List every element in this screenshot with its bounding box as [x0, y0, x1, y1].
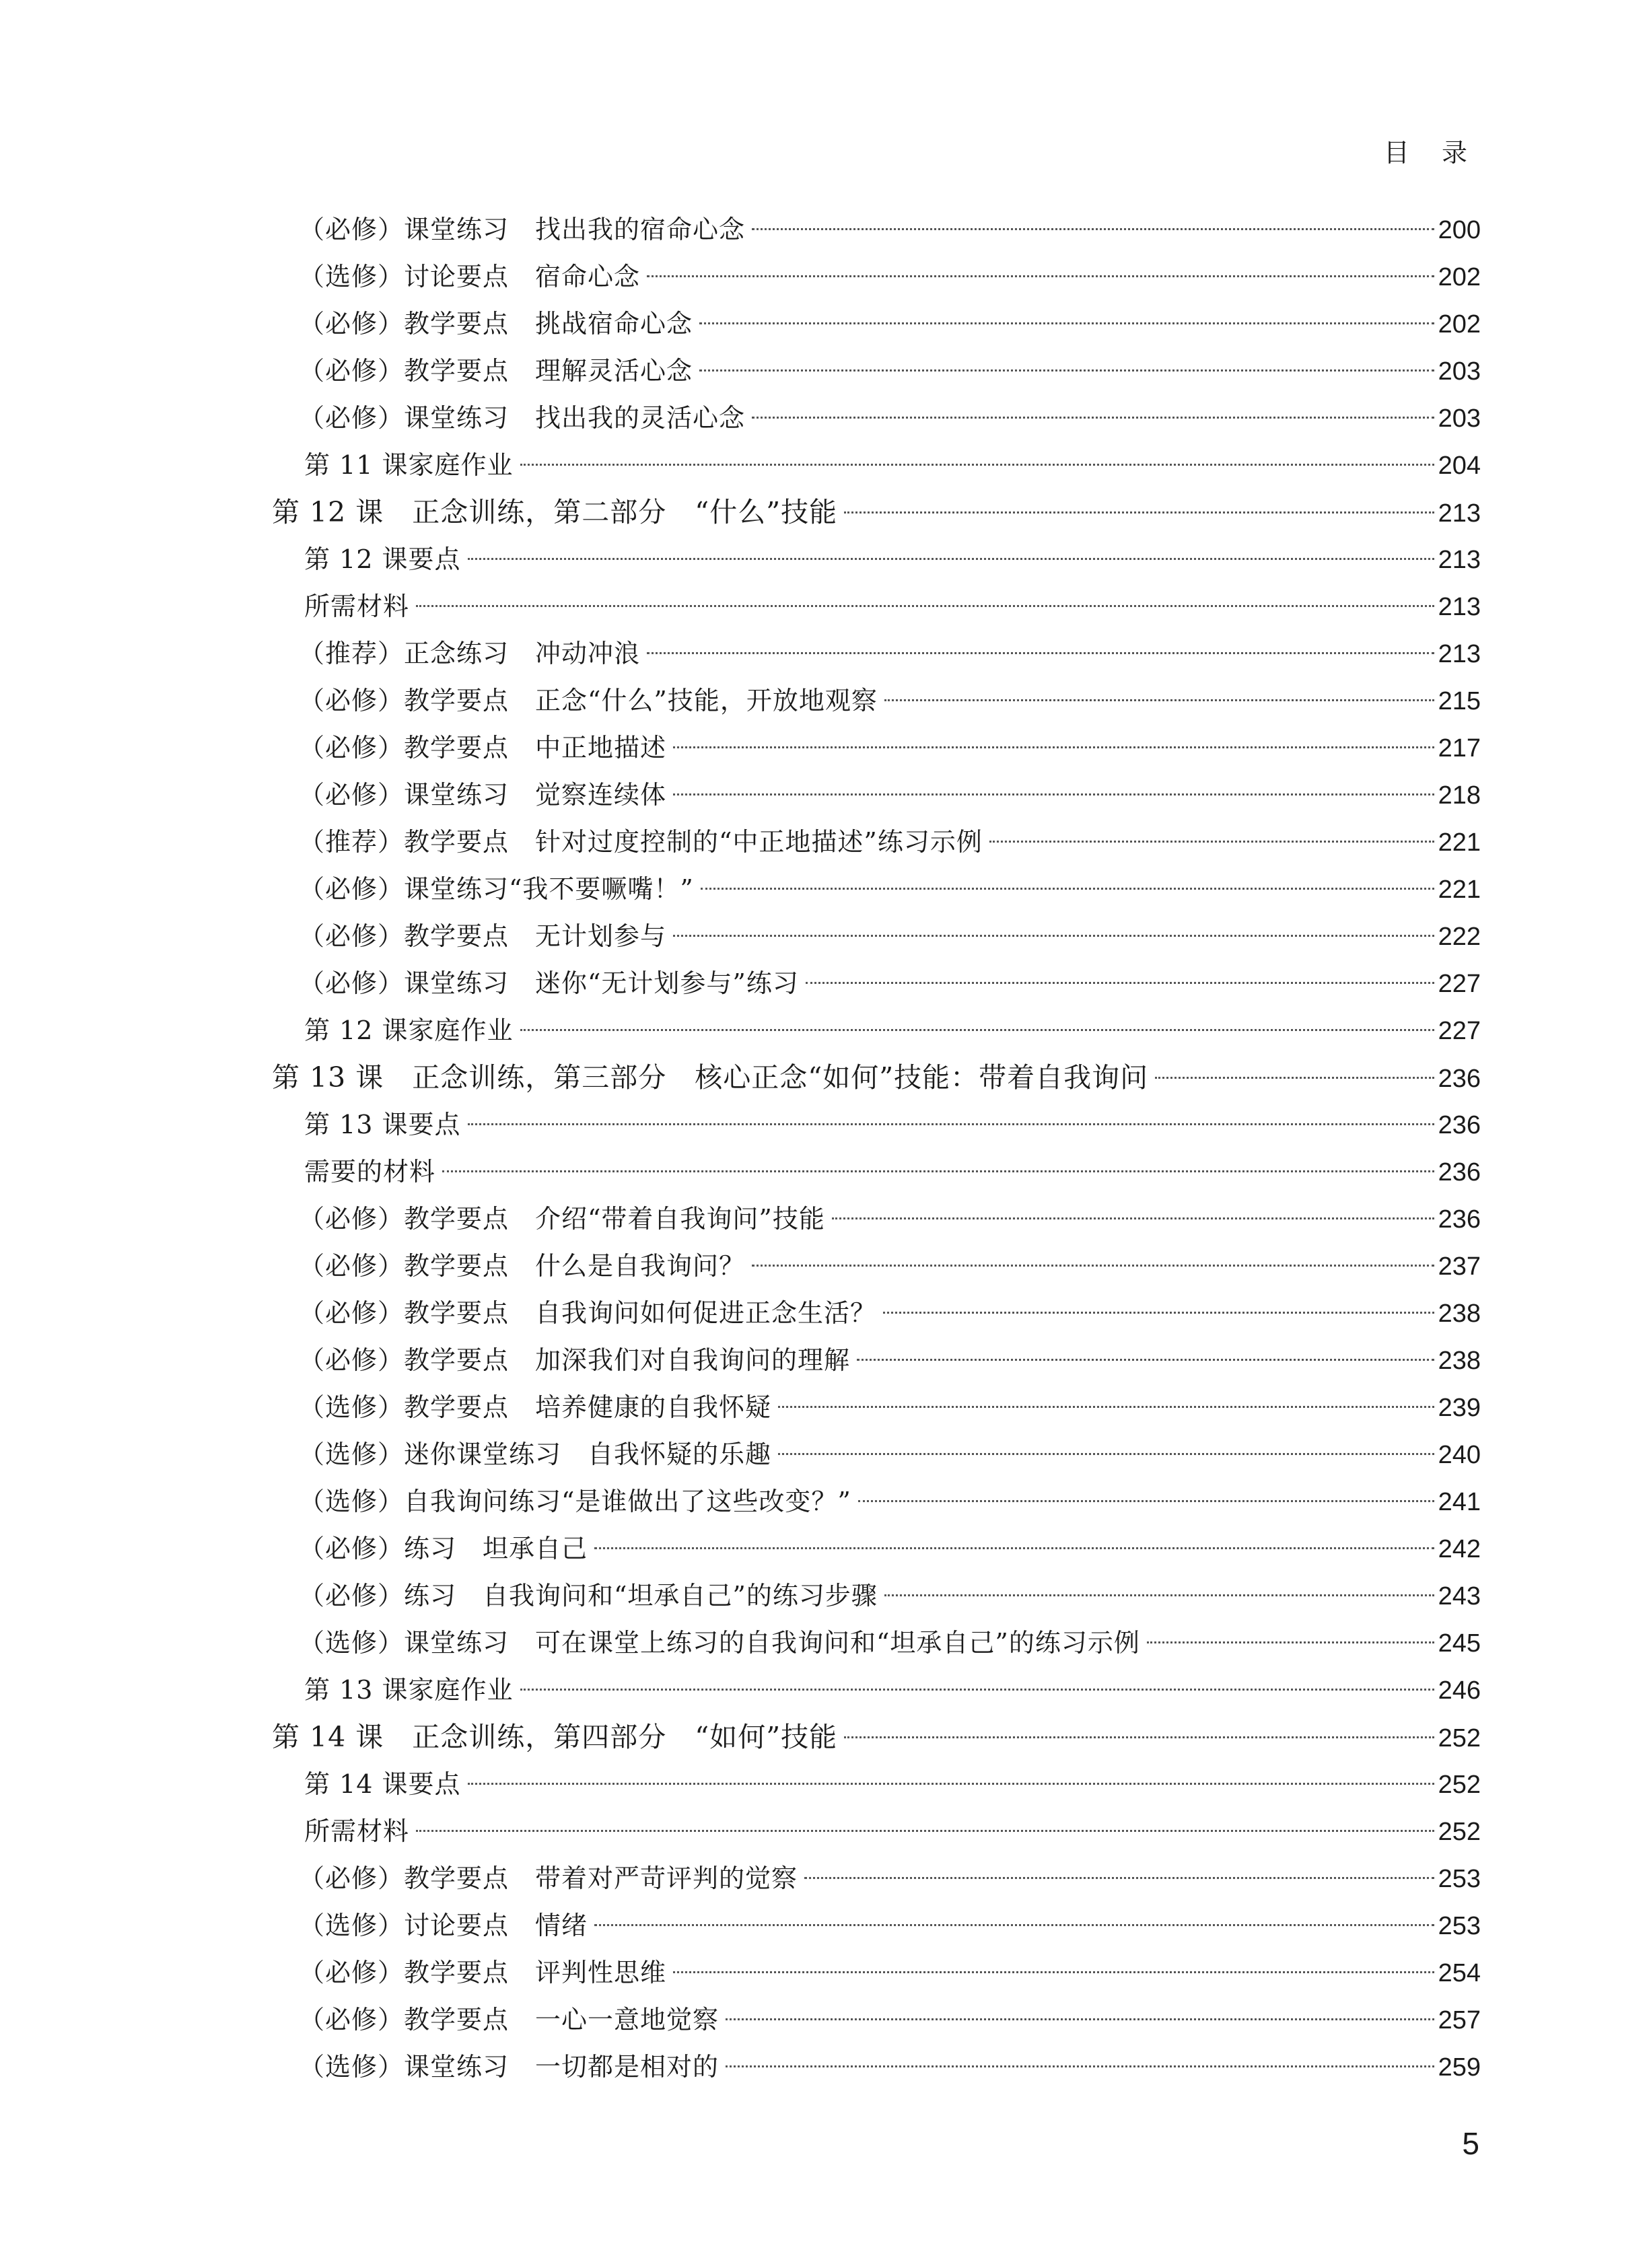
dot-leader	[468, 1783, 1434, 1785]
dot-leader	[673, 746, 1434, 748]
toc-entry-title: 第 14 课要点	[304, 1769, 461, 1799]
dot-leader	[673, 793, 1434, 795]
toc-entry-page: 217	[1438, 734, 1481, 763]
toc-entry-title: （必修）教学要点 理解灵活心念	[299, 356, 693, 386]
toc-entry[interactable]	[299, 1572, 1481, 1619]
toc-entry[interactable]	[304, 1101, 1481, 1148]
toc-entry-page: 252	[1438, 1724, 1481, 1752]
toc-entry-title: 第 12 课 正念训练，第二部分 “什么”技能	[272, 496, 838, 528]
dot-leader	[752, 1265, 1434, 1267]
toc-entry-page: 239	[1438, 1394, 1481, 1422]
toc-entry[interactable]	[299, 394, 1481, 441]
toc-entry-page: 222	[1438, 923, 1481, 951]
dot-leader	[844, 511, 1434, 513]
toc-entry-page: 253	[1438, 1865, 1481, 1893]
toc-entry-title: （必修）教学要点 什么是自我询问？	[299, 1251, 746, 1281]
page-number: 5	[1462, 2126, 1479, 2161]
toc-entry[interactable]	[299, 1855, 1481, 1902]
toc-entry-page: 236	[1438, 1065, 1481, 1093]
toc-entry-title: （必修）课堂练习“我不要噘嘴！”	[299, 874, 694, 904]
dot-leader	[701, 888, 1434, 890]
dot-leader	[1155, 1077, 1434, 1079]
toc-entry-page: 246	[1438, 1676, 1481, 1705]
toc-entry-title: （必修）课堂练习 找出我的灵活心念	[299, 403, 746, 433]
toc-entry-title: （必修）课堂练习 找出我的宿命心念	[299, 215, 746, 244]
toc-entry[interactable]	[304, 536, 1481, 583]
toc-entry-title: 需要的材料	[304, 1157, 436, 1186]
toc-entry-page: 259	[1438, 2053, 1481, 2082]
dot-leader	[832, 1217, 1434, 1219]
dot-leader	[989, 841, 1434, 843]
toc-entry-page: 245	[1438, 1629, 1481, 1658]
toc-entry-title: 第 13 课家庭作业	[304, 1675, 514, 1705]
toc-entry-page: 221	[1438, 876, 1481, 904]
toc-entry-page: 238	[1438, 1347, 1481, 1375]
dot-leader	[699, 369, 1434, 371]
dot-leader	[1147, 1641, 1434, 1643]
toc-entry[interactable]	[299, 1195, 1481, 1242]
dot-leader	[647, 275, 1434, 277]
toc-entry-page: 252	[1438, 1771, 1481, 1799]
toc-entry-page: 238	[1438, 1300, 1481, 1328]
dot-leader	[857, 1359, 1434, 1361]
dot-leader	[844, 1736, 1434, 1738]
toc-entry[interactable]	[299, 1619, 1481, 1666]
toc-entry-page: 227	[1438, 1017, 1481, 1045]
toc-entry-page: 215	[1438, 687, 1481, 715]
toc-entry[interactable]	[304, 1007, 1481, 1054]
toc-entry-page: 203	[1438, 357, 1481, 386]
toc-entry-title: 第 11 课家庭作业	[304, 450, 514, 480]
toc-entry-page: 213	[1438, 640, 1481, 668]
toc-entry-page: 213	[1438, 593, 1481, 621]
dot-leader	[806, 982, 1434, 984]
toc-entry-title: （选修）课堂练习 一切都是相对的	[299, 2052, 720, 2082]
toc-entry-page: 252	[1438, 1818, 1481, 1846]
toc-entry[interactable]	[272, 489, 1481, 536]
toc-entry-page: 221	[1438, 828, 1481, 857]
toc-entry[interactable]	[299, 913, 1481, 960]
toc-entry[interactable]	[299, 1289, 1481, 1337]
toc-entry-title: （必修）教学要点 自我询问如何促进正念生活？	[299, 1298, 877, 1328]
toc-entry-title: （选修）课堂练习 可在课堂上练习的自我询问和“坦承自己”的练习示例	[299, 1628, 1140, 1658]
toc-entry-page: 241	[1438, 1488, 1481, 1516]
toc-entry-page: 203	[1438, 404, 1481, 433]
running-head: 目 录	[1383, 138, 1479, 168]
toc-entry-page: 202	[1438, 263, 1481, 291]
toc-entry-title: （推荐）教学要点 针对过度控制的“中正地描述”练习示例	[299, 827, 983, 857]
toc-entry-page: 243	[1438, 1582, 1481, 1610]
toc-entry-title: 第 13 课 正念训练，第三部分 核心正念“如何”技能：带着自我询问	[272, 1061, 1149, 1094]
toc-entry[interactable]	[299, 1996, 1481, 2043]
toc-entry[interactable]	[299, 1431, 1481, 1478]
toc-entry-title: （必修）教学要点 无计划参与	[299, 921, 667, 951]
toc-entry[interactable]	[299, 1384, 1481, 1431]
toc-entry-page: 213	[1438, 499, 1481, 528]
toc-entry-title: （必修）教学要点 带着对严苛评判的觉察	[299, 1864, 798, 1893]
toc-entry[interactable]	[299, 1478, 1481, 1525]
dot-leader	[884, 699, 1434, 701]
toc-entry[interactable]	[272, 1054, 1481, 1101]
toc-entry-page: 236	[1438, 1205, 1481, 1234]
toc-entry-page: 237	[1438, 1252, 1481, 1281]
dot-leader	[520, 1689, 1434, 1691]
dot-leader	[468, 558, 1434, 560]
toc-entry-page: 254	[1438, 1959, 1481, 1987]
toc-entry[interactable]	[299, 253, 1481, 300]
toc-entry-title: 第 13 课要点	[304, 1110, 461, 1139]
toc-entry[interactable]	[304, 1666, 1481, 1713]
dot-leader	[858, 1500, 1434, 1502]
toc-entry[interactable]	[299, 347, 1481, 394]
toc-entry[interactable]	[299, 1337, 1481, 1384]
dot-leader	[726, 2018, 1434, 2020]
dot-leader	[520, 464, 1434, 466]
toc-entry[interactable]	[304, 1761, 1481, 1808]
toc-entry[interactable]	[299, 960, 1481, 1007]
toc-entry-title: （选修）迷你课堂练习 自我怀疑的乐趣	[299, 1440, 772, 1469]
dot-leader	[442, 1170, 1434, 1172]
toc-entry[interactable]	[299, 771, 1481, 818]
toc-entry-title: （选修）教学要点 培养健康的自我怀疑	[299, 1392, 772, 1422]
toc-entry[interactable]	[299, 818, 1481, 865]
toc-entry-page: 200	[1438, 216, 1481, 244]
toc-entry-title: （必修）教学要点 一心一意地觉察	[299, 2005, 720, 2034]
dot-leader	[416, 1830, 1434, 1832]
toc-entry[interactable]	[299, 865, 1481, 913]
dot-leader	[594, 1924, 1434, 1926]
toc-entry[interactable]	[304, 583, 1481, 630]
toc-entry-page: 218	[1438, 781, 1481, 810]
toc-entry-page: 204	[1438, 452, 1481, 480]
toc-entry[interactable]	[272, 1713, 1481, 1761]
dot-leader	[594, 1547, 1434, 1549]
toc-entry[interactable]	[299, 1949, 1481, 1996]
toc-entry-page: 227	[1438, 970, 1481, 998]
toc-entry-title: （选修）讨论要点 情绪	[299, 1911, 588, 1940]
dot-leader	[884, 1594, 1434, 1596]
toc-entry-title: （必修）教学要点 加深我们对自我询问的理解	[299, 1345, 851, 1375]
dot-leader	[778, 1453, 1434, 1455]
dot-leader	[883, 1312, 1434, 1314]
toc-entry[interactable]	[299, 206, 1481, 253]
toc-entry-title: 所需材料	[304, 1816, 410, 1846]
toc-entry[interactable]	[299, 300, 1481, 347]
dot-leader	[673, 1971, 1434, 1973]
toc-entry-title: （必修）练习 自我询问和“坦承自己”的练习步骤	[299, 1581, 878, 1610]
toc-entry-page: 242	[1438, 1535, 1481, 1563]
toc-entry-page: 253	[1438, 1912, 1481, 1940]
toc-entry-title: （推荐）正念练习 冲动冲浪	[299, 639, 641, 668]
toc-entry[interactable]	[299, 1242, 1481, 1289]
dot-leader	[726, 2065, 1434, 2067]
toc-entry-title: （必修）教学要点 介绍“带着自我询问”技能	[299, 1204, 825, 1234]
toc-entry[interactable]	[299, 1525, 1481, 1572]
toc-entry[interactable]	[299, 677, 1481, 724]
toc-entry-title: 第 14 课 正念训练，第四部分 “如何”技能	[272, 1721, 838, 1753]
dot-leader	[778, 1406, 1434, 1408]
toc-entry-title: （必修）课堂练习 觉察连续体	[299, 780, 667, 810]
dot-leader	[673, 935, 1434, 937]
toc-entry[interactable]	[299, 1902, 1481, 1949]
toc-entry-title: （选修）自我询问练习“是谁做出了这些改变？”	[299, 1487, 851, 1516]
toc-entry[interactable]	[304, 441, 1481, 489]
toc-entry-page: 202	[1438, 310, 1481, 339]
dot-leader	[647, 652, 1434, 654]
toc-entry-title: （必修）教学要点 正念“什么”技能，开放地观察	[299, 686, 878, 715]
dot-leader	[416, 605, 1434, 607]
toc-entry-page: 213	[1438, 546, 1481, 574]
dot-leader	[752, 228, 1434, 230]
toc-entry-title: （必修）教学要点 评判性思维	[299, 1958, 667, 1987]
toc-entry-page: 236	[1438, 1111, 1481, 1139]
toc-entry[interactable]	[299, 724, 1481, 771]
toc-entry-title: 所需材料	[304, 592, 410, 621]
dot-leader	[468, 1123, 1434, 1125]
toc-entry[interactable]	[299, 2043, 1481, 2090]
toc-entry-title: （选修）讨论要点 宿命心念	[299, 262, 641, 291]
toc-entry-title: 第 12 课要点	[304, 544, 461, 574]
toc-entry-title: 第 12 课家庭作业	[304, 1016, 514, 1045]
dot-leader	[699, 322, 1434, 324]
toc-entry[interactable]	[304, 1148, 1481, 1195]
toc-entry-page: 240	[1438, 1441, 1481, 1469]
table-of-contents	[272, 206, 1481, 2090]
toc-entry[interactable]	[304, 1808, 1481, 1855]
toc-entry[interactable]	[299, 630, 1481, 677]
dot-leader	[804, 1877, 1434, 1879]
toc-entry-title: （必修）练习 坦承自己	[299, 1534, 588, 1563]
dot-leader	[752, 417, 1434, 419]
toc-entry-title: （必修）课堂练习 迷你“无计划参与”练习	[299, 968, 799, 998]
toc-entry-page: 257	[1438, 2006, 1481, 2034]
toc-entry-page: 236	[1438, 1158, 1481, 1186]
dot-leader	[520, 1029, 1434, 1031]
toc-entry-title: （必修）教学要点 挑战宿命心念	[299, 309, 693, 339]
toc-entry-title: （必修）教学要点 中正地描述	[299, 733, 667, 763]
